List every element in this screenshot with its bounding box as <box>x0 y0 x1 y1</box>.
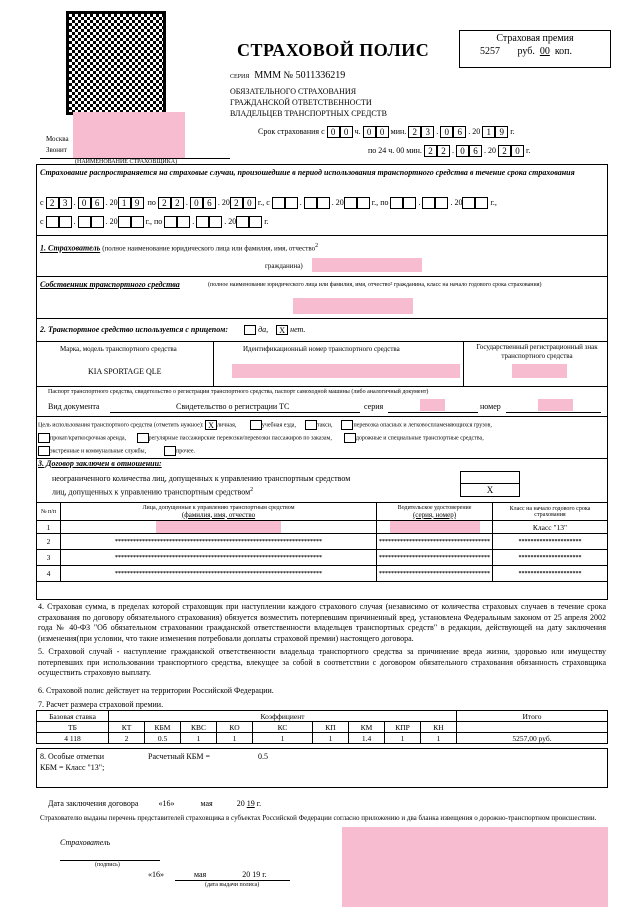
calc-total: 5257,00 руб. <box>457 733 608 744</box>
stamp-redacted <box>342 827 608 907</box>
insured-signature-label: Страхователь <box>60 838 111 847</box>
insured-section: 1. Страхователь (полное наименование юридического лица или фамилия, имя, отчество$^2$ <box>40 243 319 253</box>
kbm-label: Расчетный КБМ = <box>148 752 210 761</box>
term-row-2: по 24 ч. 00 мин. 2 2 . 0 6 . 20 2 0 г. <box>368 145 531 156</box>
table-row: 3 ********************************************************************* ************************************* ********************* <box>37 550 608 566</box>
purpose-emergency-checkbox[interactable] <box>38 446 50 456</box>
para-7: 7. Расчет размера страховой премии. <box>38 700 164 709</box>
contract-date: Дата заключения договора «16» мая 20 19 г. <box>48 799 262 808</box>
vin-header: Идентификационный номер транспортного средства <box>243 345 400 353</box>
policy-series-number: СЕРИЯ МММ № 5011336219 <box>230 70 346 81</box>
doc-type: Свидетельство о регистрации ТС <box>176 402 290 411</box>
vehicle-make-header: Марка, модель транспортного средства <box>60 345 177 353</box>
col-name: Лица, допущенные к управлению транспортным средством (фамилия, имя, отчество <box>61 503 377 521</box>
plate-redacted <box>512 364 567 378</box>
trailer-yes-checkbox[interactable] <box>244 325 256 335</box>
unlimited-drivers: неограниченного количества лиц, допущенных к управлению транспортным средством <box>52 474 351 483</box>
table-row: 2 ********************************************************************* ************************************* ********************* <box>37 534 608 550</box>
premium-box: Страховая премия 5257 руб. 00 коп. <box>459 30 611 68</box>
owner-desc: (полное наименование юридического лица или фамилия, имя, отчество² гражданина, класс на начало годового срока страхования) <box>208 282 542 288</box>
insurer-phone: Звонит <box>46 146 67 154</box>
para-6: 6. Страховой полис действует на территории Российской Федерации. <box>38 686 274 695</box>
purpose-dangerous-checkbox[interactable] <box>341 420 353 430</box>
use-period-text: Страхование распространяется на страховые случаи, произошедшие в период использования транспортного средства в течение срока страхования <box>40 168 575 177</box>
trailer-row: 2. Транспортное средство используется с прицепом: да, X нет. <box>40 325 306 336</box>
table-row: 4 ********************************************************************* ************************************* ********************* <box>37 566 608 582</box>
para-5: 5. Страховой случай - наступление гражданской ответственности владельца транспортного средства за причинение вреда жизни, здоровью или имуществу потерпевших при использовании транспортного средства, влекущее за собой в соответствии с договором обязательного страхования обязанность страховщика осуществить страховую выплату. <box>38 647 606 677</box>
insurer-city: Москва <box>46 135 69 143</box>
section3-title: 3. Договор заключен в отношении: <box>38 459 162 468</box>
insured-redacted <box>312 258 422 272</box>
doc-row: Вид документа <box>48 402 100 411</box>
driver-license-redacted <box>390 521 480 533</box>
purpose-row-2: прокат/краткосрочная аренда, регулярные пассажирские перевозки/перевозки пассажиров по заказам, дорожные и специальные транспортные средства, <box>38 433 484 443</box>
term-row-1: Срок страхования с 0 0 ч. 0 0 мин. 2 3 . 0 6 . 20 1 9 г. <box>258 126 515 137</box>
insured-desc-end: гражданина) <box>265 262 303 270</box>
kbm-class: КБМ = Класс "13"; <box>40 763 105 772</box>
insurer-caption: (НАИМЕНОВАНИЕ СТРАХОВЩИКА) <box>75 159 178 165</box>
sign-caption: (подпись) <box>95 862 120 868</box>
kbm-value: 0.5 <box>258 752 268 761</box>
purpose-rental-checkbox[interactable] <box>38 433 50 443</box>
para-4: 4. Страховая сумма, в пределах которой страховщик при наступлении каждого страхового случая (независимо от количества страховых случаев в течение срока страхования по договору обязательного страхования) обязуется возместить потерпевшим причиненный вред, установлена Федеральным законом от 25 апреля 2002 года № 40-ФЗ "Об обязательном страховании гражданской ответственности владельцев транспортных средств" в редакции, действующей на дату заключения (изменения(при условии, что такие изменения потребовали доплаты страховой премии) настоящего договора. <box>38 602 606 643</box>
qr-code <box>66 11 166 115</box>
purpose-passengers-checkbox[interactable] <box>137 433 149 443</box>
notes-label: 8. Особые отметки <box>40 752 104 761</box>
col-license: Водительское удостоверение (серия, номер) <box>377 503 493 521</box>
doc-number-redacted <box>538 399 573 411</box>
purpose-road-checkbox[interactable] <box>344 433 356 443</box>
reps-text: Страхователю выданы перечень представителей страховщика в субъектах Российской Федерации согласно приложению и два бланка извещения о дорожно-транспортном происшествии. <box>40 814 597 822</box>
limited-drivers: лиц, допущенных к управлению транспортным средством$^2$ <box>52 487 254 497</box>
table-row: 1 Класс "13" <box>37 521 608 534</box>
driver-name-redacted <box>156 521 281 533</box>
doc-series-label: серия <box>364 402 384 411</box>
notes-box <box>36 748 608 788</box>
doc-number-label: номер <box>480 402 501 411</box>
owner-redacted <box>293 298 413 314</box>
vin-redacted <box>232 364 460 378</box>
plate-header: Государственный регистрационный знак транспортного средства <box>476 343 598 360</box>
purpose-taxi-checkbox[interactable] <box>305 420 317 430</box>
col-num: № п/п <box>37 503 61 521</box>
col-class: Класс на начало годового срока страхования <box>493 503 608 521</box>
use-period-row-2: с . . 20 г., по . . 20 г. <box>40 216 269 228</box>
premium-calc-table: Базовая ставка Коэффициент Итого ТБ КТ КБМ КВС КО КС КП КМ КПР КН 4 118 2 0.5 1 1 1 1 1.4 1 1 5257,00 руб. <box>36 710 608 744</box>
premium-rub: 5257 <box>480 46 500 57</box>
purpose-row-3: экстренные и коммунальные службы, прочее. <box>38 446 195 456</box>
policy-subtitle: ОБЯЗАТЕЛЬНОГО СТРАХОВАНИЯ ГРАЖДАНСКОЙ ОТВЕТСТВЕННОСТИ ВЛАДЕЛЬЦЕВ ТРАНСПОРТНЫХ СРЕДСТВ <box>230 87 387 118</box>
purpose-personal-checkbox[interactable]: X <box>205 420 217 430</box>
issue-date: «16» мая 20 19 г. <box>148 870 267 879</box>
trailer-no-checkbox[interactable]: X <box>276 325 288 335</box>
purpose-training-checkbox[interactable] <box>250 420 262 430</box>
purpose-other-checkbox[interactable] <box>164 446 176 456</box>
doc-caption: Паспорт транспортного средства, свидетельство о регистрации транспортного средства, паспорт самоходной машины (либо аналогичный документ) <box>48 389 429 395</box>
vehicle-make: KIA SPORTAGE QLE <box>88 367 162 376</box>
doc-series-redacted <box>420 399 445 411</box>
owner-section: Собственник транспортного средства <box>40 280 180 289</box>
purpose-row-1: Цель использования транспортного средства (отметить нужное): X личная, учебная езда, такси, перевозка опасных и легковоспламеняющихся грузов, <box>38 421 492 430</box>
insurer-redacted <box>73 112 185 158</box>
page-title: СТРАХОВОЙ ПОЛИС <box>237 40 430 60</box>
limited-checkbox[interactable]: X <box>460 483 520 497</box>
use-period-row-1: с 2 3 . 0 6 . 20 1 9 по 2 2 . 0 6 . 20 2 0 г., с . . 20 г., по . . 20 г., <box>40 197 497 208</box>
issue-caption: (дата выдачи полиса) <box>205 882 260 888</box>
drivers-table <box>36 502 608 582</box>
